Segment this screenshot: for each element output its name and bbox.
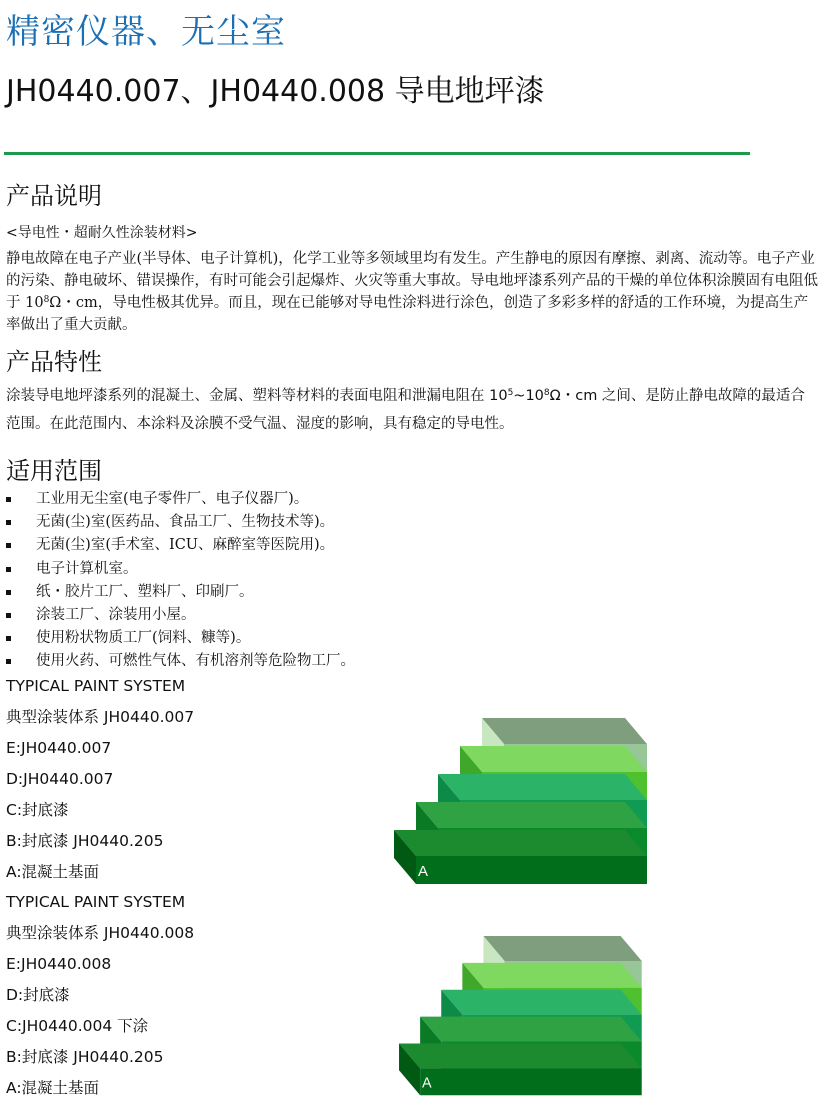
list-item: 无菌(尘)室(手术室、ICU、麻醉室等医院用)。 — [6, 534, 355, 557]
layer-front-face — [416, 856, 647, 884]
description-text: 静电故障在电子产业(半导体、电子计算机)，化学工业等多领域里均有发生。产生静电的原因有摩擦、剥离、流动等。电子产业的污染、静电破坏、错误操作，有时可能会引起爆炸、火灾等重大事故。导电地坪漆系列产品的干燥的单位体积涂膜固有电阻低于 $10^8\Omega$・cm，导电性极其优异。而且，现在已能够对导电性涂料进行涂色，创造了多彩多样的舒适的工作环境，为提高生产率做出了重大贡献。 — [6, 251, 818, 333]
layer-diagram-1 — [380, 718, 655, 894]
list-item: 使用火药、可燃性气体、有机溶剂等危险物工厂。 — [6, 650, 355, 673]
layer-top-face — [394, 830, 647, 856]
layer-label: A — [422, 1075, 432, 1092]
features-heading: 产品特性 — [6, 348, 102, 376]
paint-system-2 — [6, 887, 194, 1104]
layer-item: B:封底漆 JH0440.205 — [6, 832, 164, 850]
description-tagline: <导电性・超耐久性涂装材料> — [6, 225, 198, 241]
layer-top-face — [399, 1043, 642, 1068]
applications-heading: 适用范围 — [6, 457, 102, 485]
layer-a — [399, 1043, 642, 1095]
paint-system-1 — [6, 671, 194, 888]
list-item: 电子计算机室。 — [6, 558, 355, 581]
list-item: 纸・胶片工厂、塑料厂、印刷厂。 — [6, 581, 355, 604]
layer-item: A:混凝土基面 — [6, 1079, 100, 1097]
list-item: 工业用无尘室(电子零件厂、电子仪器厂)。 — [6, 488, 355, 511]
description-heading: 产品说明 — [6, 182, 102, 210]
layer-top-face — [460, 746, 647, 772]
layer-front-face — [420, 1068, 642, 1095]
title-divider — [4, 152, 750, 155]
layer-top-face — [482, 718, 647, 744]
layer-a — [394, 830, 647, 884]
product-title: JH0440.007、JH0440.008 导电地坪漆 — [6, 74, 545, 109]
layer-item: E:JH0440.007 — [6, 739, 112, 757]
layer-item: B:封底漆 JH0440.205 — [6, 1048, 164, 1066]
layer-top-face — [438, 774, 647, 800]
layer-top-face — [483, 936, 641, 961]
layer-diagram-2 — [380, 936, 655, 1105]
system-subheading: 典型涂装体系 JH0440.008 — [6, 924, 195, 942]
layer-label: A — [418, 863, 429, 880]
layer-stack-graphic — [380, 936, 655, 1101]
system-subheading: 典型涂装体系 JH0440.007 — [6, 708, 195, 726]
layer-item: A:混凝土基面 — [6, 863, 100, 881]
layer-item: D:JH0440.007 — [6, 770, 114, 788]
features-text: 涂装导电地坪漆系列的混凝土、金属、塑料等材料的表面电阻和泄漏电阻在 $10^5\sim 10^8\Omega$・cm 之间、是防止静电故障的最适合范围。在此范围内、本涂料及涂膜不受气温、湿度的影响，具有稳定的导电性。 — [6, 388, 805, 432]
layer-item: C:封底漆 — [6, 801, 69, 819]
layer-stack-graphic — [380, 718, 655, 890]
system-heading: TYPICAL PAINT SYSTEM — [6, 677, 186, 695]
list-item: 涂装工厂、涂装用小屋。 — [6, 604, 355, 627]
system-heading: TYPICAL PAINT SYSTEM — [6, 893, 186, 911]
page-title: 精密仪器、无尘室 — [6, 12, 286, 52]
layer-top-face — [416, 802, 647, 828]
list-item: 使用粉状物质工厂(饲料、糠等)。 — [6, 627, 355, 650]
layer-item: C:JH0440.004 下涂 — [6, 1017, 149, 1035]
layer-top-face — [441, 990, 641, 1015]
layer-top-face — [462, 963, 641, 988]
layer-item: D:封底漆 — [6, 986, 70, 1004]
layer-item: E:JH0440.008 — [6, 955, 112, 973]
list-item: 无菌(尘)室(医药品、食品工厂、生物技术等)。 — [6, 511, 355, 534]
applications-list — [6, 488, 355, 674]
layer-top-face — [420, 1017, 642, 1042]
